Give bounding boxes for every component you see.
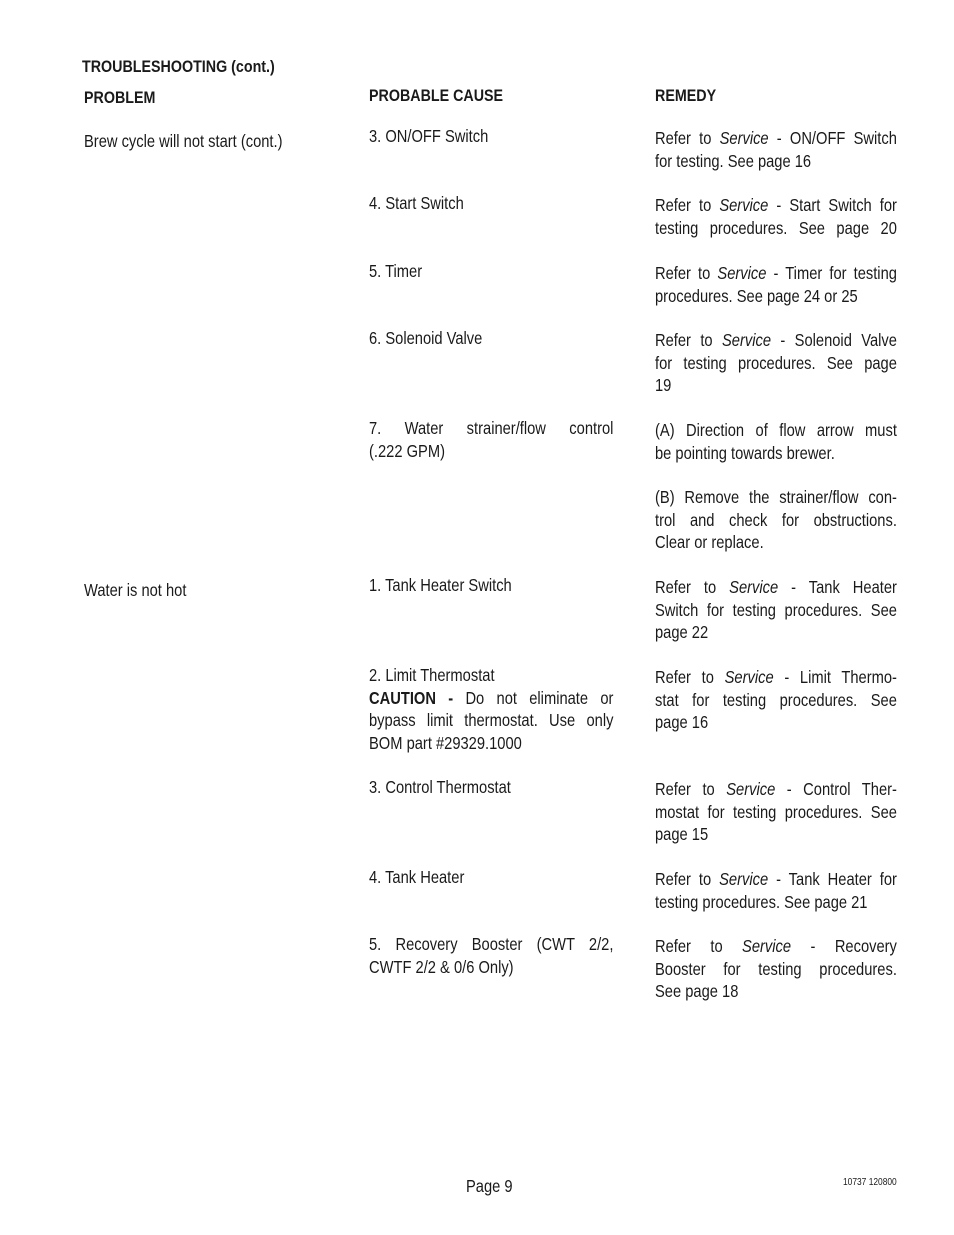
remedy-line: page 22 [655,622,709,642]
remedy-line: 19 [655,375,672,395]
refer-text: Refer to [655,936,723,956]
remedy-solenoid-valve [655,329,897,397]
remedy-line: testing procedures. See page 21 [655,891,868,912]
remedy-line [655,262,897,285]
cause-line: 2. Limit Thermostat [369,665,495,685]
cause-water-strainer [369,417,613,462]
service-ref: Service [717,263,767,283]
cause-timer: 5. Timer [369,261,423,281]
cause-solenoid-valve: 6. Solenoid Valve [369,328,483,348]
service-ref: Service [729,577,779,597]
cause-start-switch: 4. Start Switch [369,193,464,213]
service-ref: Service [719,128,769,148]
cause-line: BOM part #29329.1000 [369,732,522,753]
refer-text: Refer to [655,869,712,889]
cause-line: CWTF 2/2 & 0/6 Only) [369,956,514,977]
remedy-tank-heater [655,868,897,913]
remedy-strainer [655,486,897,554]
problem-water-not-hot: Water is not hot [84,580,187,600]
remedy-line: See page 18 [655,981,739,1001]
remedy-line: trol and check for obstructions. [655,509,897,530]
remedy-text: - ON/OFF Switch [776,128,897,148]
remedy-line: Clear or replace. [655,532,764,552]
service-ref: Service [726,779,776,799]
remedy-line: (B) Remove the strainer/flow con- [655,487,897,507]
remedy-line: page 15 [655,824,709,844]
page-number: Page 9 [466,1176,513,1196]
remedy-line [655,935,897,958]
cause-recovery-booster [369,933,613,978]
remedy-line: mostat for testing procedures. See [655,801,897,822]
refer-text: Refer to [655,195,712,215]
caution-line [369,687,613,710]
remedy-line [655,576,897,599]
remedy-header: REMEDY [655,86,717,105]
problem-header: PROBLEM [84,88,156,107]
refer-text: Refer to [655,128,712,148]
service-ref: Service [719,195,769,215]
remedy-tank-heater-switch [655,576,897,644]
refer-text: Refer to [655,263,711,283]
remedy-text: - Timer for testing [773,263,897,283]
remedy-line: testing procedures. See page 20 [655,217,897,238]
remedy-timer [655,262,897,307]
refer-text: Refer to [655,330,713,350]
remedy-text: - Tank Heater [791,577,897,597]
remedy-text: - Control Ther- [786,779,897,799]
remedy-line [655,666,897,689]
cause-on-off-switch: 3. ON/OFF Switch [369,126,489,146]
remedy-limit-thermostat [655,666,897,734]
remedy-line [655,778,897,801]
problem-brew-cycle: Brew cycle will not start (cont.) [84,131,283,151]
remedy-line: stat for testing procedures. See [655,689,897,710]
cause-header: PROBABLE CAUSE [369,86,504,105]
cause-control-thermostat: 3. Control Thermostat [369,777,511,797]
remedy-line: procedures. See page 24 or 25 [655,285,858,306]
remedy-on-off-switch [655,127,897,172]
remedy-control-thermostat [655,778,897,846]
service-ref: Service [742,936,792,956]
cause-tank-heater-switch: 1. Tank Heater Switch [369,575,512,595]
remedy-line [655,127,897,150]
refer-text: Refer to [655,577,717,597]
service-ref: Service [721,330,771,350]
remedy-recovery-booster [655,935,897,1003]
remedy-line: Booster for testing procedures. [655,958,897,979]
cause-line: 7. Water strainer/flow control [369,418,614,438]
cause-line: 5. Recovery Booster (CWT 2/2, [369,934,614,954]
cause-limit-thermostat [369,664,613,754]
remedy-start-switch [655,194,897,239]
remedy-line: page 16 [655,712,709,732]
section-title: TROUBLESHOOTING (cont.) [82,57,275,76]
remedy-text: - Recovery [810,936,897,956]
refer-text: Refer to [655,667,714,687]
remedy-text: - Limit Thermo- [784,667,897,687]
cause-tank-heater: 4. Tank Heater [369,867,465,887]
service-ref: Service [724,667,774,687]
remedy-text: - Start Switch for [776,195,897,215]
caution-label: CAUTION - [369,687,454,708]
remedy-line [655,868,897,891]
remedy-text: - Solenoid Valve [780,330,897,350]
remedy-line: for testing procedures. See page [655,352,897,373]
remedy-line [655,329,897,352]
service-ref: Service [719,869,769,889]
refer-text: Refer to [655,779,715,799]
document-code: 10737 120800 [843,1177,897,1188]
remedy-flow-arrow [655,419,897,464]
remedy-line: Switch for testing procedures. See [655,599,897,620]
remedy-text: - Tank Heater for [776,869,897,889]
remedy-line [655,194,897,217]
remedy-line: be pointing towards brewer. [655,442,835,463]
remedy-line: (A) Direction of flow arrow must [655,420,897,440]
cause-line: bypass limit thermostat. Use only [369,710,614,730]
cause-line: (.222 GPM) [369,440,445,461]
remedy-line: for testing. See page 16 [655,150,812,171]
caution-text: Do not eliminate or [465,687,614,708]
